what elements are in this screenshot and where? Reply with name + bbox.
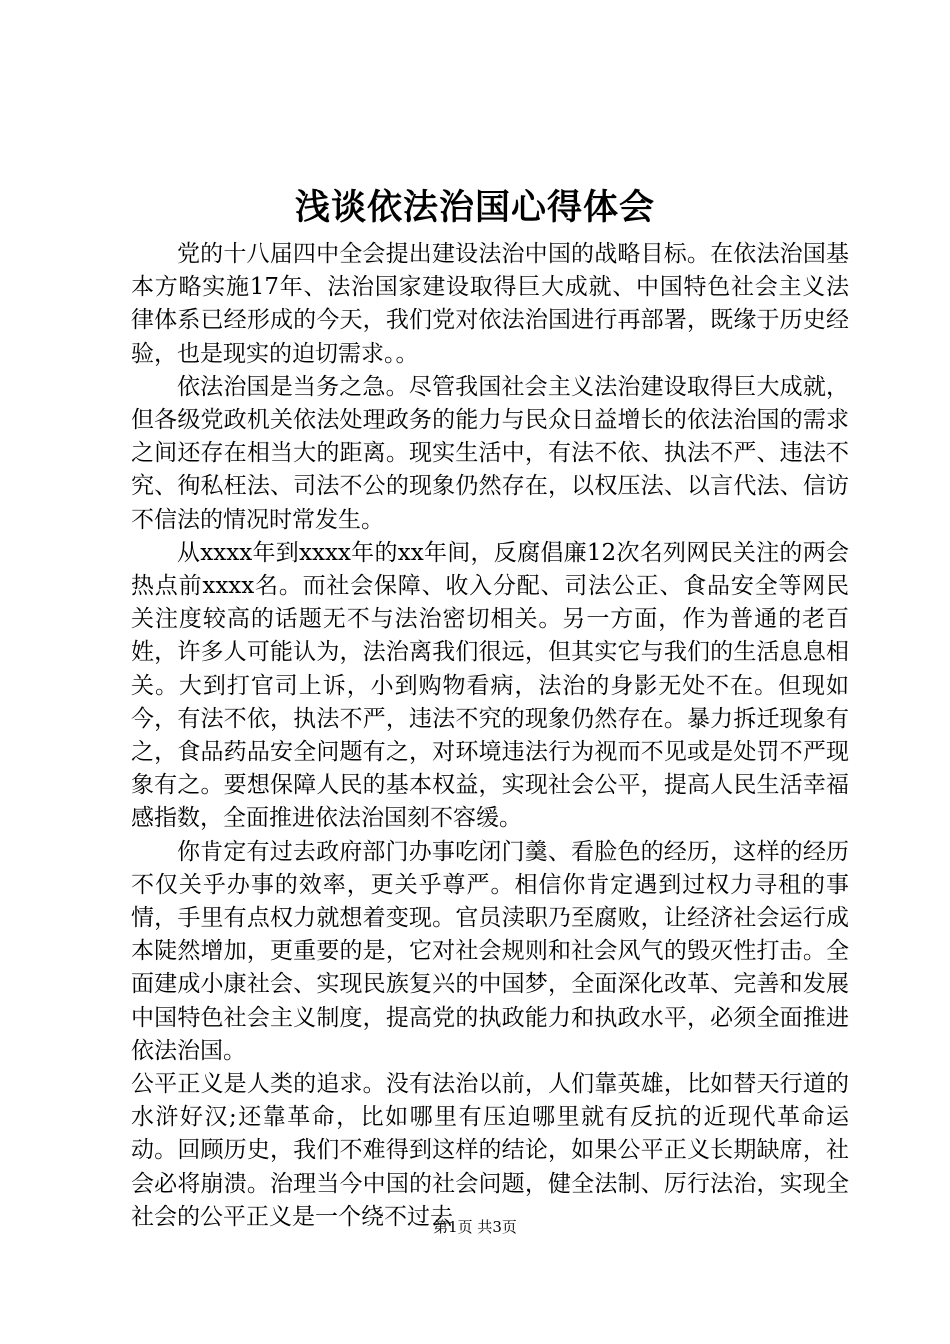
document-title: 浅谈依法治国心得体会	[294, 187, 655, 228]
paragraph-1: 党的十八届四中全会提出建设法治中国的战略目标。在依法治国基本方略实施17年、法治国家建设取得巨大成就、中国特色社会主义法律体系已经形成的今天，我们党对依法治国进行再部署，既缘于历史经验，也是现实的迫切需求。。	[131, 241, 849, 367]
paragraph-2: 依法治国是当务之急。尽管我国社会主义法治建设取得巨大成就，但各级党政机关依法处理政务的能力与民众日益增长的依法治国的需求之间还存在相当大的距离。现实生活中，有法不依、执法不严、违法不究、徇私枉法、司法不公的现象仍然存在，以权压法、以言代法、信访不信法的情况时常发生。	[131, 373, 849, 533]
page-footer: 第1页 共3页	[433, 1218, 517, 1236]
paragraph-5: 公平正义是人类的追求。没有法治以前，人们靠英雄，比如替天行道的水浒好汉;还靠革命，比如哪里有压迫哪里就有反抗的近现代革命运动。回顾历史，我们不难得到这样的结论，如果公平正义长期缺席，社会必将崩溃。治理当今中国的社会问题，健全法制、厉行法治，实现全社会的公平正义是一个绕不过去	[131, 1071, 849, 1230]
document-body	[131, 238, 849, 1234]
paragraph-4: 你肯定有过去政府部门办事吃闭门羹、看脸色的经历，这样的经历不仅关乎办事的效率，更关乎尊严。相信你肯定遇到过权力寻租的事情，手里有点权力就想着变现。官员渎职乃至腐败，让经济社会运行成本陡然增加，更重要的是，它对社会规则和社会风气的毁灭性打击。全面建成小康社会、实现民族复兴的中国梦，全面深化改革、完善和发展中国特色社会主义制度，提高党的执政能力和执政水平，必须全面推进依法治国。	[131, 838, 849, 1064]
paragraph-3: 从xxxx年到xxxx年的xx年间，反腐倡廉12次名列网民关注的两会热点前xxxx名。而社会保障、收入分配、司法公正、食品安全等网民关注度较高的话题无不与法治密切相关。另一方面，作为普通的老百姓，许多人可能认为，法治离我们很远，但其实它与我们的生活息息相关。大到打官司上诉，小到购物看病，法治的身影无处不在。但现如今，有法不依，执法不严，违法不究的现象仍然存在。暴力拆迁现象有之，食品药品安全问题有之，对环境违法行为视而不见或是处罚不严现象有之。要想保障人民的基本权益，实现社会公平，提高人民生活幸福感指数，全面推进依法治国刻不容缓。	[131, 539, 849, 832]
